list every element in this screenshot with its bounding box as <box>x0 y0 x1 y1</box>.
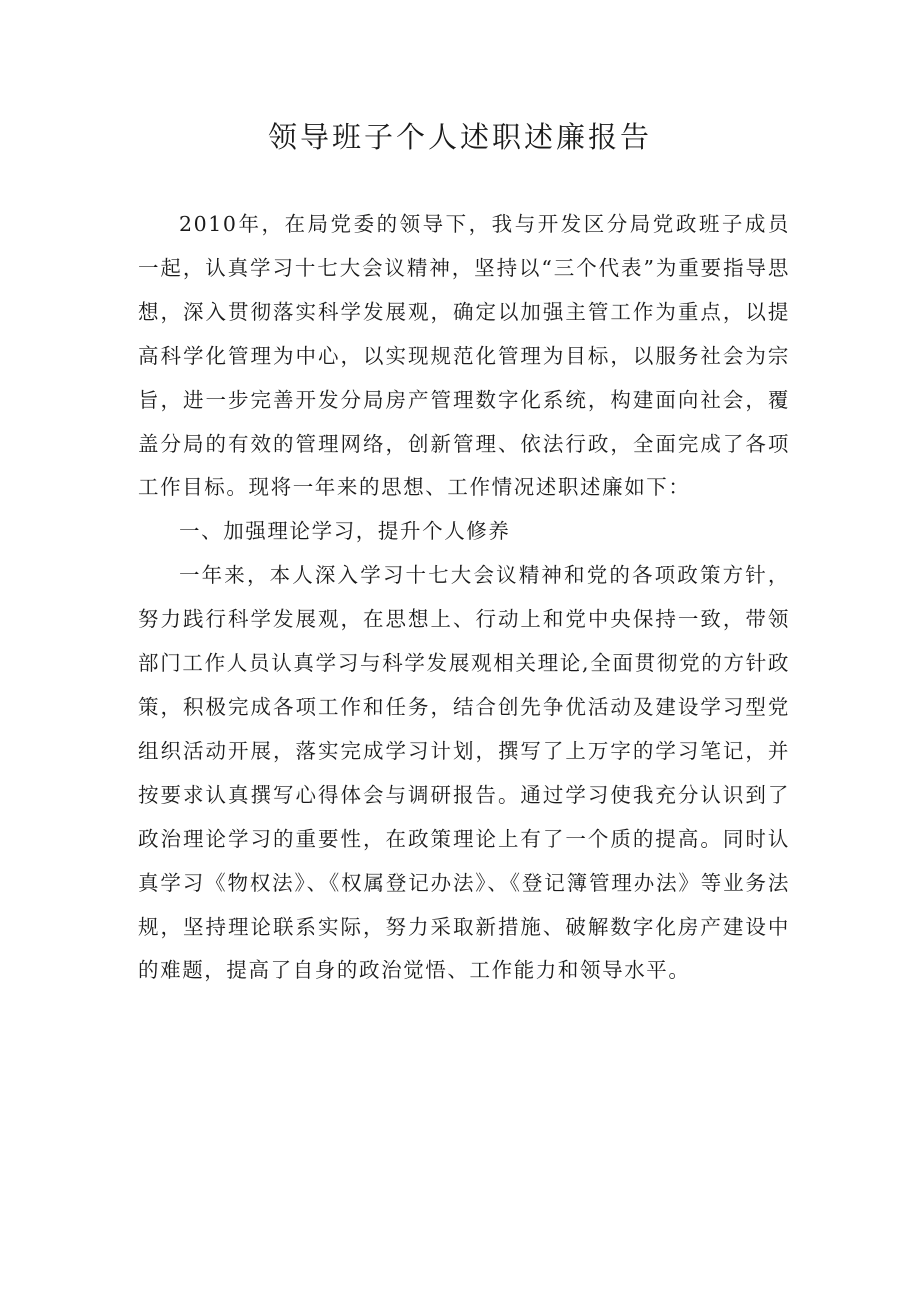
paragraph-intro: 2010年，在局党委的领导下，我与开发区分局党政班子成员一起，认真学习十七大会议精神，坚持以“三个代表”为重要指导思想，深入贯彻落实科学发展观，确定以加强主管工作为重点，以提高科学化管理为中心，以实现规范化管理为目标，以服务社会为宗旨，进一步完善开发分局房产管理数字化系统，构建面向社会，覆盖分局的有效的管理网络，创新管理、依法行政，全面完成了各项工作目标。现将一年来的思想、工作情况述职述廉如下： <box>138 212 790 500</box>
paragraph-theory-study: 一年来，本人深入学习十七大会议精神和党的各项政策方针，努力践行科学发展观，在思想上、行动上和党中央保持一致，带领部门工作人员认真学习与科学发展观相关理论,全面贯彻党的方针政策，积极完成各项工作和任务，结合创先争优活动及建设学习型党组织活动开展，落实完成学习计划，撰写了上万字的学习笔记，并按要求认真撰写心得体会与调研报告。通过学习使我充分认识到了政治理论学习的重要性，在政策理论上有了一个质的提高。同时认真学习《物权法》、《权属登记办法》、《登记簿管理办法》等业务法规，坚持理论联系实际，努力采取新措施、破解数字化房产建设中的难题，提高了自身的政治觉悟、工作能力和领导水平。 <box>138 563 790 983</box>
section-heading-1: 一、加强理论学习，提升个人修养 <box>179 519 511 544</box>
document-title: 领导班子个人述职述廉报告 <box>267 120 652 154</box>
document-body <box>138 203 790 993</box>
